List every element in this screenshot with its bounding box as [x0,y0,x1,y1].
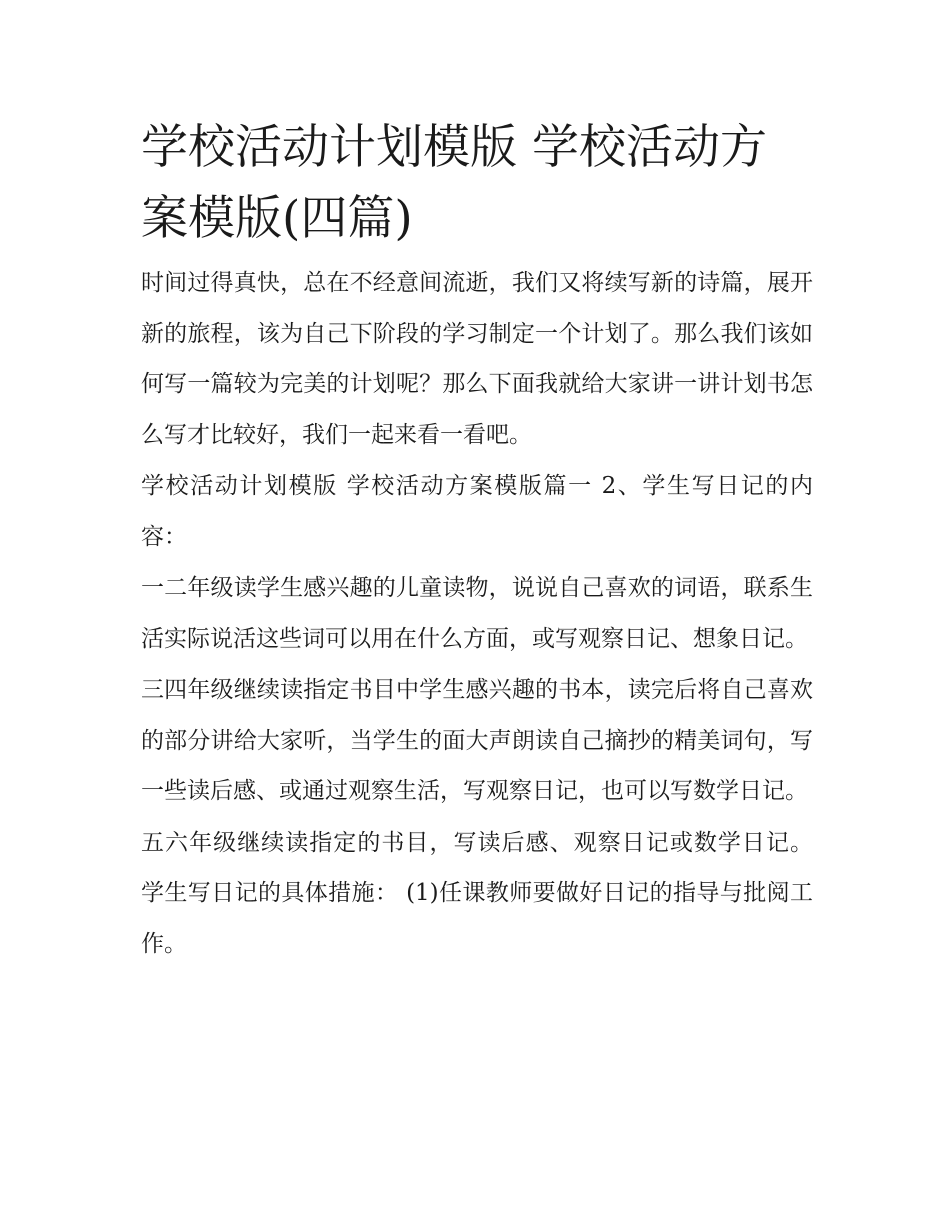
document-body [141,112,817,970]
grade-5-6-paragraph: 五六年级继续读指定的书目，写读后感、观察日记或数学日记。 学生写日记的具体措施： (1)任课教师要做好日记的指导与批阅工作。 [141,829,813,957]
grade-1-2-paragraph: 一二年级读学生感兴趣的儿童读物，说说自己喜欢的词语，联系生活实际说活这些词可以用在什么方面，或写观察日记、想象日记。 [141,575,813,652]
intro-paragraph: 时间过得真快，总在不经意间流逝，我们又将续写新的诗篇，展开新的旅程，该为自己下阶段的学习制定一个计划了。那么我们该如何写一篇较为完美的计划呢？那么下面我就给大家讲一讲计划书怎么写才比较好，我们一起来看一看吧。 [141,270,813,448]
document-title: 学校活动计划模版 学校活动方案模版(四篇) [141,120,767,246]
grade-3-4-paragraph: 三四年级继续读指定书目中学生感兴趣的书本，读完后将自己喜欢的部分讲给大家听，当学生的面大声朗读自己摘抄的精美词句，写一些读后感、或通过观察生活，写观察日记，也可以写数学日记。 [141,677,813,804]
section-heading-paragraph: 学校活动计划模版 学校活动方案模版篇一 2、学生写日记的内容： [141,473,813,550]
